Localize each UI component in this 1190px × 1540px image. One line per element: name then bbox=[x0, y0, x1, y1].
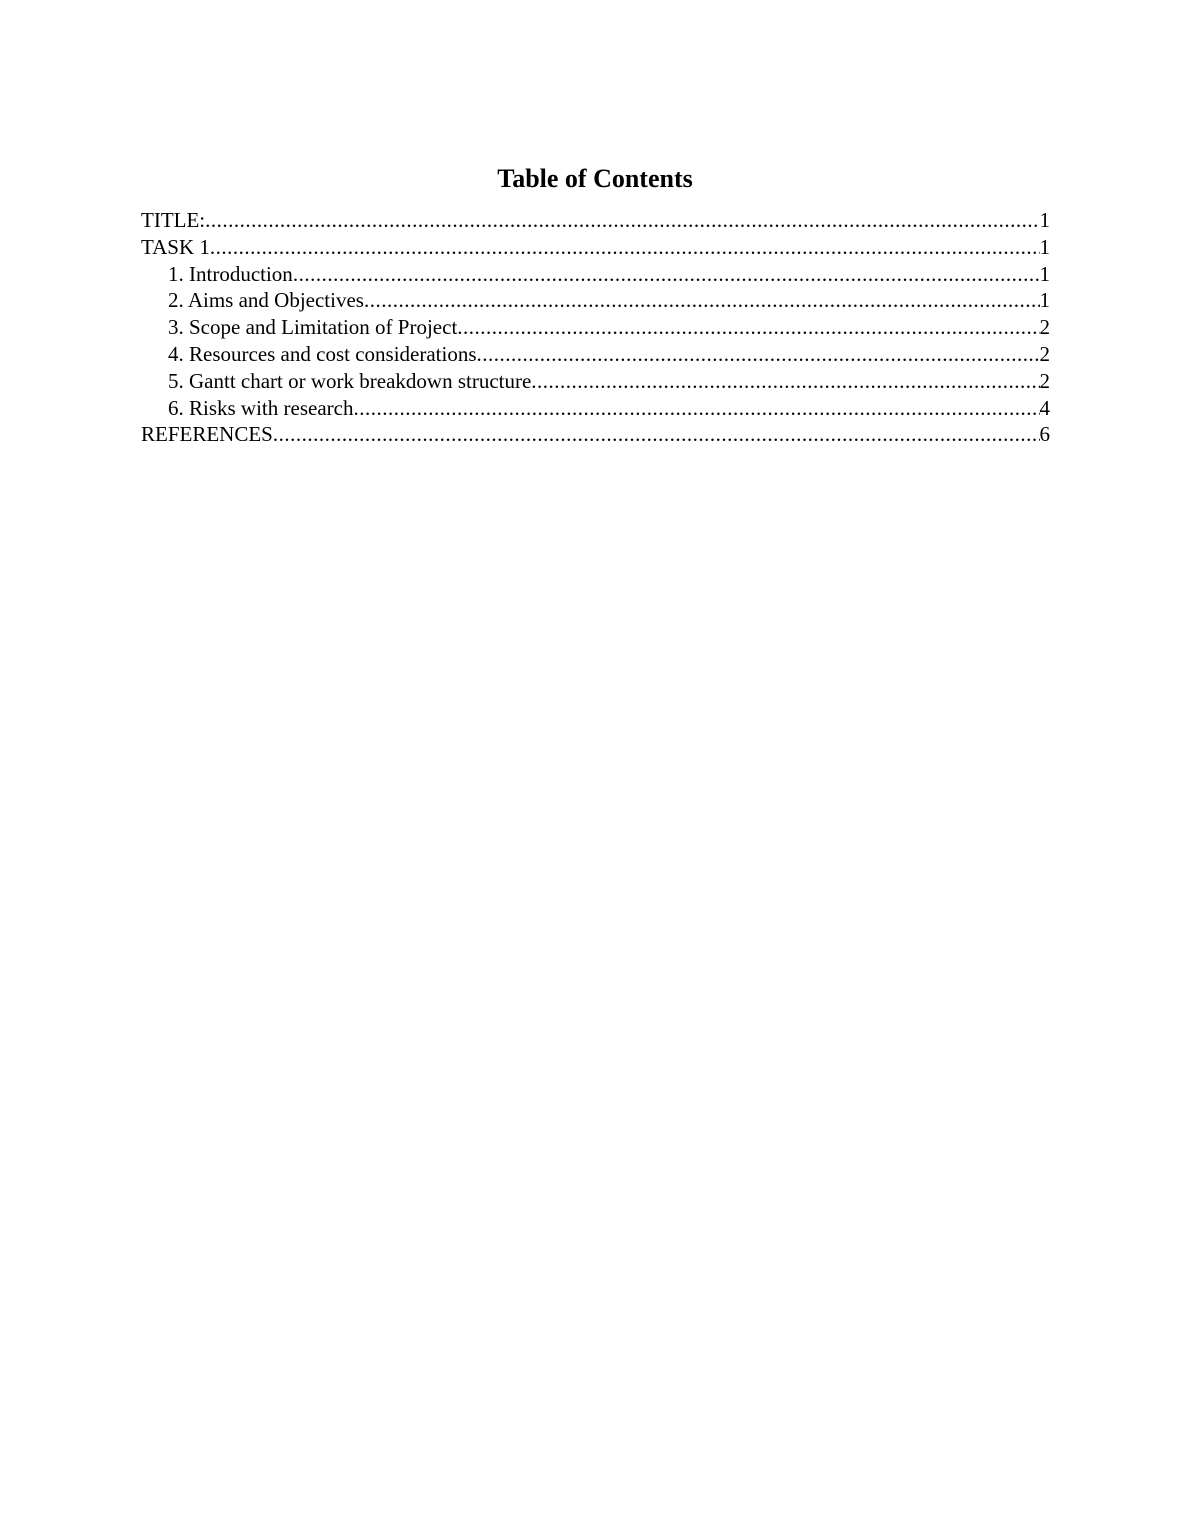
toc-entry-page-number: 1 bbox=[1039, 234, 1050, 259]
dot-leader bbox=[531, 368, 1039, 395]
toc-entry-page-number: 2 bbox=[1039, 341, 1050, 366]
toc-entry-label: REFERENCES bbox=[141, 422, 273, 447]
dot-leader bbox=[205, 207, 1039, 234]
dot-leader bbox=[364, 287, 1040, 314]
dot-leader bbox=[293, 261, 1040, 288]
dot-leader bbox=[273, 421, 1040, 448]
toc-entry-label: 1. Introduction bbox=[168, 261, 293, 286]
toc-entry-task-1[interactable] bbox=[141, 234, 1050, 261]
toc-entry-page-number: 2 bbox=[1039, 368, 1050, 393]
toc-entry-references[interactable] bbox=[141, 421, 1050, 448]
dot-leader bbox=[210, 234, 1040, 261]
toc-entry-page-number: 1 bbox=[1039, 288, 1050, 313]
toc-entry-page-number: 1 bbox=[1039, 261, 1050, 286]
toc-entry-introduction[interactable] bbox=[141, 261, 1050, 288]
toc-list bbox=[141, 207, 1050, 448]
toc-entry-label: 2. Aims and Objectives bbox=[168, 288, 364, 313]
toc-entry-label: 3. Scope and Limitation of Project bbox=[168, 315, 458, 340]
toc-entry-page-number: 2 bbox=[1039, 315, 1050, 340]
toc-entry-page-number: 1 bbox=[1039, 208, 1050, 232]
toc-entry-label: TASK 1 bbox=[141, 234, 210, 259]
toc-entry-label: TITLE: bbox=[141, 208, 206, 232]
dot-leader bbox=[457, 314, 1039, 341]
toc-heading: Table of Contents bbox=[497, 164, 693, 193]
toc-entry-label: 5. Gantt chart or work breakdown structure bbox=[168, 368, 532, 393]
dot-leader bbox=[353, 395, 1039, 422]
toc-entry-page-number: 4 bbox=[1039, 395, 1050, 420]
toc-entry-aims-and-objectives[interactable] bbox=[141, 287, 1050, 314]
toc-entry-gantt-chart[interactable] bbox=[141, 368, 1050, 395]
toc-entry-page-number: 6 bbox=[1039, 422, 1050, 447]
toc-entry-label: 4. Resources and cost considerations bbox=[168, 341, 477, 366]
toc-entry-title[interactable] bbox=[141, 207, 1050, 234]
dot-leader bbox=[477, 341, 1040, 368]
toc-entry-scope-and-limitation[interactable] bbox=[141, 314, 1050, 341]
toc-entry-risks-with-research[interactable] bbox=[141, 395, 1050, 422]
toc-entry-resources-and-cost[interactable] bbox=[141, 341, 1050, 368]
toc-entry-label: 6. Risks with research bbox=[168, 395, 354, 420]
